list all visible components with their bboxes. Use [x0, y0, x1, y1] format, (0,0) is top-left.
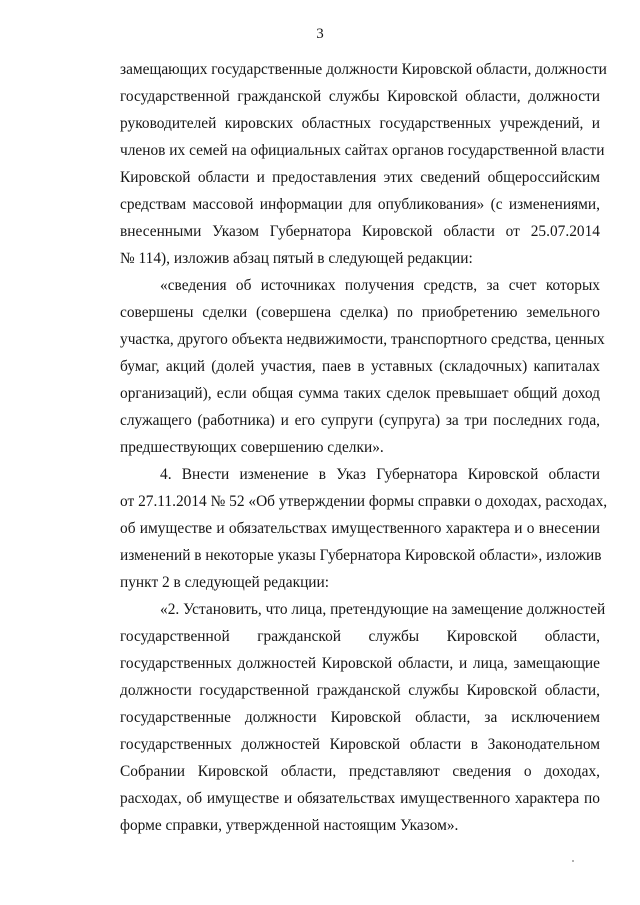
- scan-speck: [572, 860, 574, 862]
- text-line: форме справки, утвержденной настоящим Указом».: [120, 817, 459, 834]
- clause-4-heading: 4. Внести изменение в Указ Губернатора Кировской области: [160, 466, 600, 483]
- text-line: внесенными Указом Губернатора Кировской области от 25.07.2014: [120, 223, 600, 240]
- text-line: членов их семей на официальных сайтах органов государственной власти: [120, 142, 605, 159]
- text-line: бумаг, акций (долей участия, паев в уставных (складочных) капиталах: [120, 358, 600, 375]
- text-line: от 27.11.2014 № 52 «Об утверждении формы справки о доходах, расходах,: [120, 493, 608, 510]
- text-line: средствам массовой информации для опубликования» (с изменениями,: [120, 196, 600, 213]
- text-line: об имуществе и обязательствах имущественного характера и о внесении: [120, 520, 600, 537]
- text-line: государственных должностей Кировской области в Законодательном: [120, 736, 600, 753]
- text-line: Кировской области и предоставления этих сведений общероссийским: [120, 169, 600, 186]
- text-line: изменений в некоторые указы Губернатора Кировской области», изложив: [120, 547, 602, 564]
- text-line: организаций), если общая сумма таких сделок превышает общий доход: [120, 385, 600, 402]
- text-line: Собрании Кировской области, представляют сведения о доходах,: [120, 763, 600, 780]
- quote-start-line: «сведения об источниках получения средств, за счет которых: [160, 277, 600, 294]
- text-line: совершены сделки (совершена сделка) по приобретению земельного: [120, 304, 600, 321]
- text-line: замещающих государственные должности Кировской области, должности: [120, 61, 607, 78]
- text-line: государственных должностей Кировской области, и лица, замещающие: [120, 655, 600, 672]
- text-line: государственной гражданской службы Кировской области,: [120, 628, 600, 645]
- text-line: участка, другого объекта недвижимости, транспортного средства, ценных: [120, 331, 605, 348]
- text-line: руководителей кировских областных государственных учреждений, и: [120, 115, 600, 132]
- text-line: расходах, об имуществе и обязательствах имущественного характера по: [120, 790, 600, 807]
- page-number: 3: [316, 26, 324, 42]
- text-line: должности государственной гражданской службы Кировской области,: [120, 682, 600, 699]
- text-line: государственной гражданской службы Кировской области, должности: [120, 88, 600, 105]
- text-line: пункт 2 в следующей редакции:: [120, 574, 330, 591]
- text-line: государственные должности Кировской области, за исключением: [120, 709, 600, 726]
- text-line: № 114), изложив абзац пятый в следующей редакции:: [120, 250, 473, 267]
- quote-start-line: «2. Установить, что лица, претендующие на замещение должностей: [160, 601, 606, 618]
- text-line: служащего (работника) и его супруги (супруга) за три последних года,: [120, 412, 600, 429]
- text-line: предшествующих совершению сделки».: [120, 439, 384, 456]
